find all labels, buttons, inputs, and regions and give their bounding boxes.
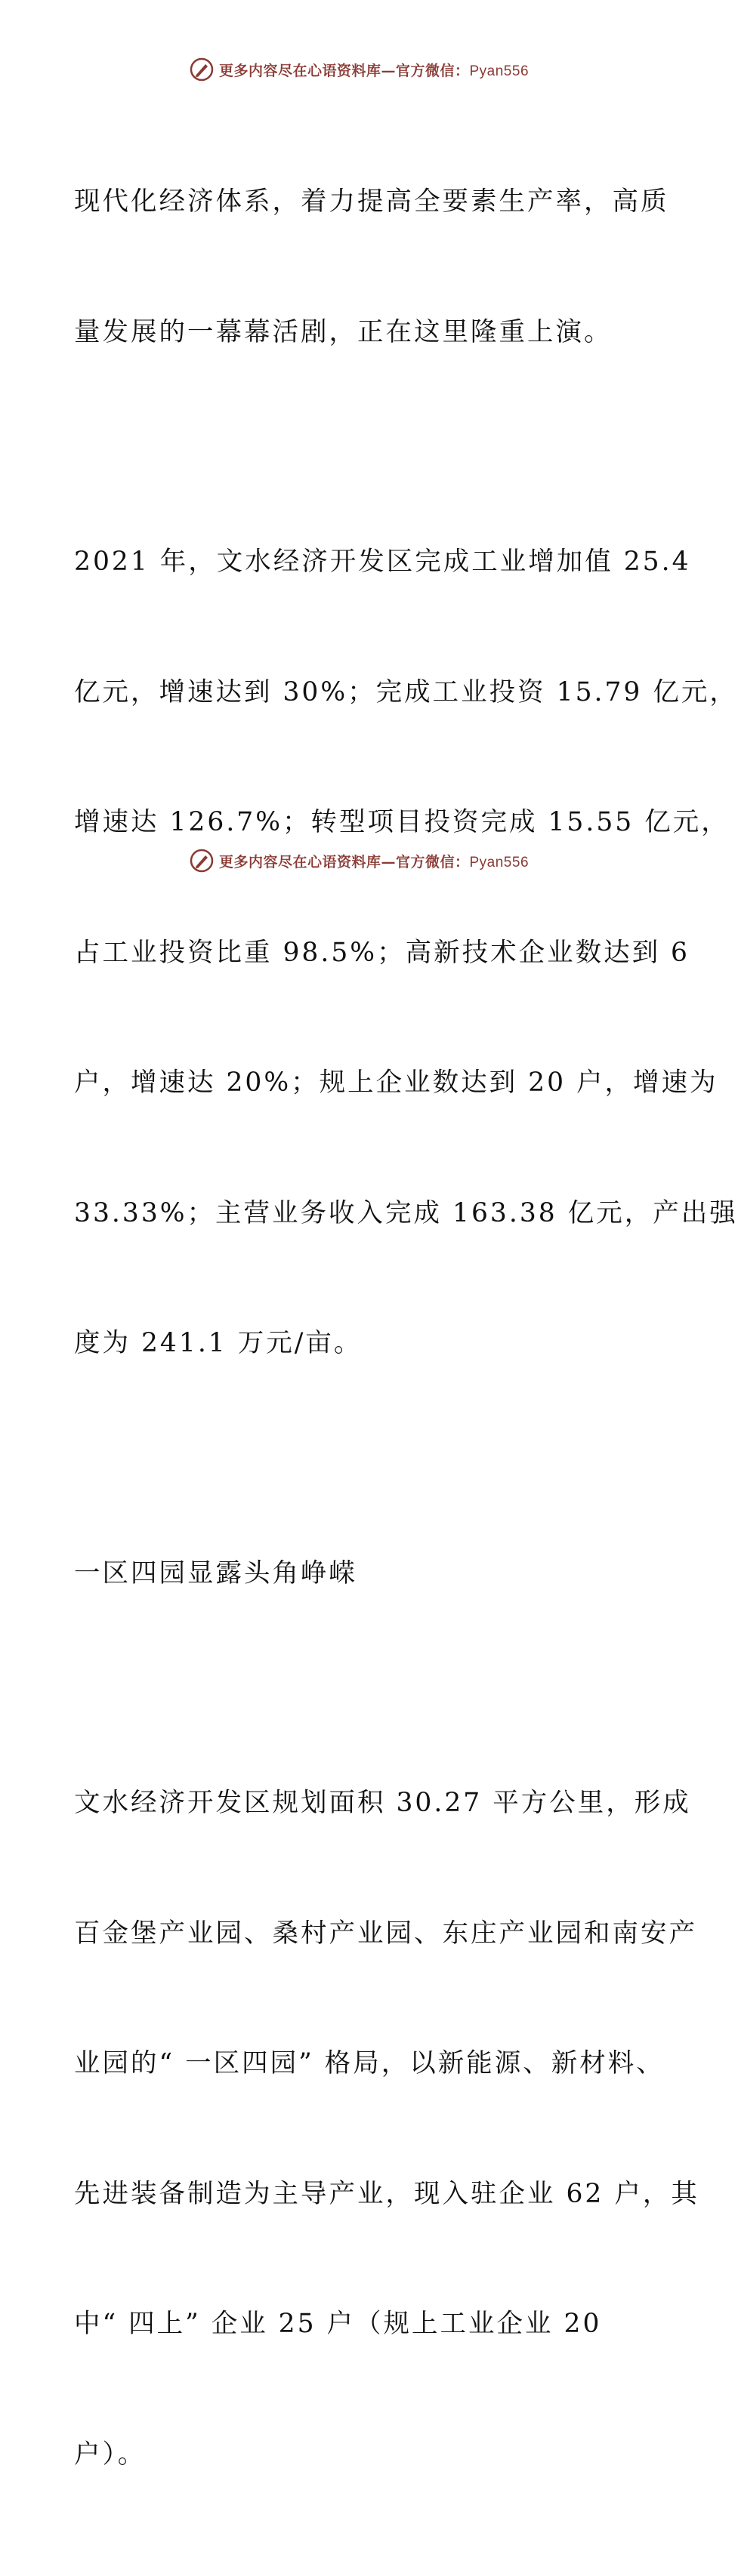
pen-logo-icon bbox=[189, 57, 215, 82]
text-line: 业园的“ 一区四园” 格局，以新能源、新材料、 bbox=[74, 2048, 665, 2078]
section-heading bbox=[74, 1465, 648, 1683]
text-line: 亿元，增速达到 30%；完成工业投资 15.79 亿元， bbox=[74, 676, 738, 707]
text-line: 33.33%；主营业务收入完成 163.38 亿元，产出强 bbox=[74, 1197, 738, 1228]
watermark-id: Pyan556 bbox=[469, 854, 530, 870]
text-line: 户，增速达 20%；规上企业数达到 20 户，增速为 bbox=[74, 1068, 718, 1098]
text-line: 2021 年，文水经济开发区完成工业增加值 25.4 bbox=[74, 547, 691, 577]
paragraph-layout bbox=[74, 1695, 699, 2563]
watermark-text: 更多内容尽在心语资料库—官方微信：Pyan556 bbox=[218, 62, 530, 79]
text-line: 现代化经济体系，着力提高全要素生产率，高质 bbox=[74, 186, 669, 217]
pen-logo-icon bbox=[189, 848, 215, 874]
paragraph-statistics bbox=[74, 454, 738, 1453]
watermark-footer bbox=[0, 844, 718, 877]
text-line: 中“ 四上” 企业 25 户（规上工业企业 20 bbox=[74, 2309, 602, 2339]
paragraph-intro bbox=[74, 94, 669, 441]
text-line: 量发展的一幕幕活剧，正在这里隆重上演。 bbox=[74, 316, 613, 347]
text-line: 文水经济开发区规划面积 30.27 平方公里，形成 bbox=[74, 1788, 691, 1818]
watermark-id: Pyan556 bbox=[469, 63, 530, 79]
text-line: 度为 241.1 万元/亩。 bbox=[74, 1328, 363, 1358]
text-line: 增速达 126.7%；转型项目投资完成 15.55 亿元， bbox=[74, 807, 730, 837]
watermark-text: 更多内容尽在心语资料库—官方微信：Pyan556 bbox=[218, 853, 530, 870]
text-line: 百金堡产业园、桑村产业园、东庄产业园和南安产 bbox=[74, 1918, 697, 1949]
watermark-header bbox=[0, 53, 718, 86]
text-line: 户）。 bbox=[74, 2439, 147, 2470]
text-line: 先进装备制造为主导产业，现入驻企业 62 户，其 bbox=[74, 2178, 699, 2209]
text-line: 占工业投资比重 98.5%；高新技术企业数达到 6 bbox=[74, 937, 690, 968]
text-line: 一区四园显露头角峥嵘 bbox=[74, 1558, 357, 1588]
document-body bbox=[74, 94, 738, 2576]
